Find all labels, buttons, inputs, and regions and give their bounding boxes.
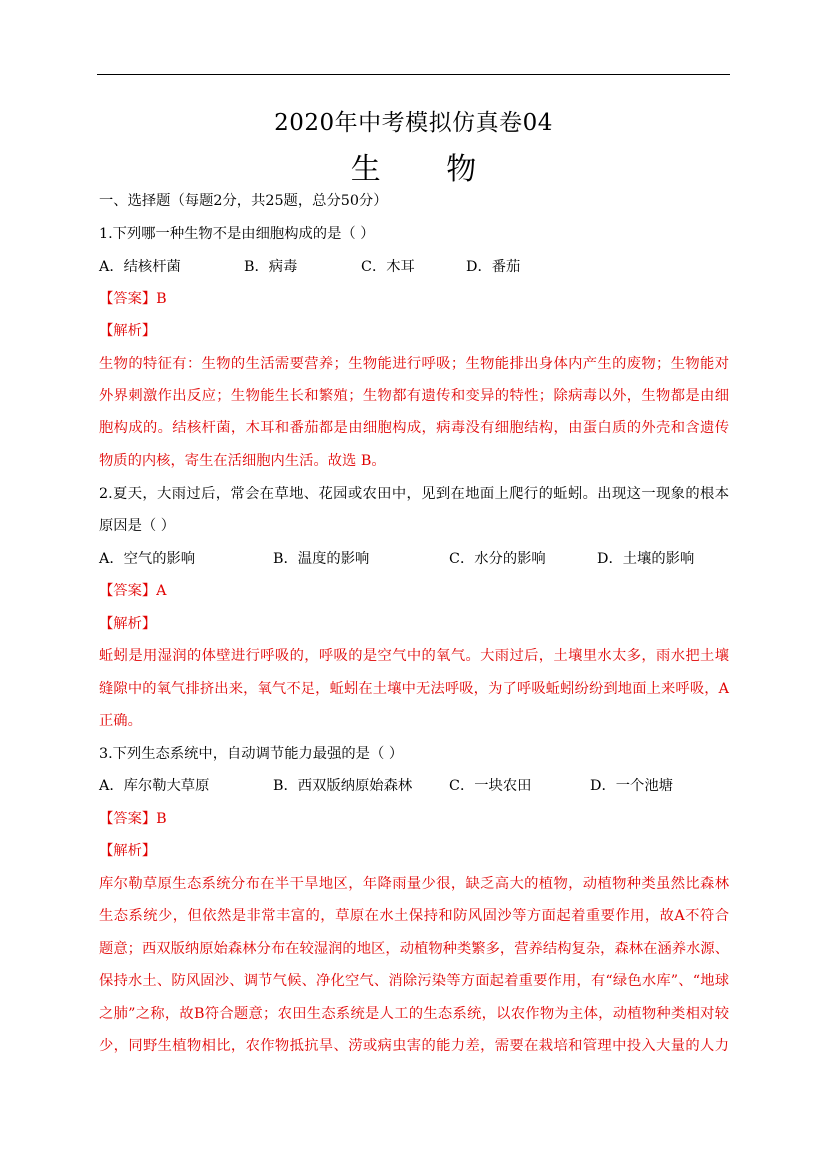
analysis-line: 物质的内核，寄生在活细胞内生活。故选 B。	[99, 453, 386, 469]
exam-title: 2020年中考模拟仿真卷04	[274, 110, 553, 136]
option-c: C．一块农田	[449, 778, 532, 794]
analysis-line: 库尔勒草原生态系统分布在半干旱地区，年降雨量少很，缺乏高大的植物，动植物种类虽然比森林	[99, 876, 729, 892]
option-b: B．病毒	[244, 259, 298, 275]
answer-label: 【答案】A	[99, 583, 167, 599]
analysis-line: 外界刺激作出反应；生物能生长和繁殖；生物都有遗传和变异的特性；除病毒以外，生物都是由细	[99, 388, 729, 404]
analysis-line: 题意；西双版纳原始森林分布在较湿润的地区，动植物种类繁多，营养结构复杂，森林在涵养水源、	[99, 941, 729, 957]
option-b: B．西双版纳原始森林	[273, 778, 413, 794]
answer-label: 【答案】B	[99, 811, 167, 827]
analysis-label: 【解析】	[99, 323, 157, 339]
question-stem: 原因是（ ）	[99, 518, 176, 534]
option-d: D．土壤的影响	[597, 551, 695, 567]
analysis-line: 正确。	[99, 713, 142, 729]
question-stem: 3.下列生态系统中，自动调节能力最强的是（ ）	[99, 746, 404, 762]
option-a: A．库尔勒大草原	[99, 778, 210, 794]
analysis-line: 缝隙中的氧气排挤出来，氧气不足，蚯蚓在土壤中无法呼吸，为了呼吸蚯蚓纷纷到地面上来呼吸，A	[99, 681, 729, 697]
option-a: A．空气的影响	[99, 551, 196, 567]
question-stem: 2.夏天，大雨过后，常会在草地、花园或农田中，见到在地面上爬行的蚯蚓。出现这一现象的根本	[99, 486, 729, 502]
question-stem: 1.下列哪一种生物不是由细胞构成的是（ ）	[99, 226, 375, 242]
option-d: D．番茄	[466, 259, 521, 275]
analysis-line: 保持水土、防风固沙、调节气候、净化空气、消除污染等方面起着重要作用，有“绿色水库”、“地球	[99, 973, 729, 989]
analysis-line: 胞构成的。结核杆菌，木耳和番茄都是由细胞构成，病毒没有细胞结构，由蛋白质的外壳和含遗传	[99, 420, 729, 436]
analysis-label: 【解析】	[99, 843, 157, 859]
subject-title: 生 物	[350, 152, 505, 187]
analysis-line: 之肺”之称，故B符合题意；农田生态系统是人工的生态系统，以农作物为主体，动植物种类相对较	[99, 1006, 729, 1022]
analysis-line: 生态系统少，但依然是非常丰富的，草原在水土保持和防风固沙等方面起着重要作用，故A不符合	[99, 908, 729, 924]
analysis-label: 【解析】	[99, 616, 157, 632]
analysis-line: 生物的特征有：生物的生活需要营养；生物能进行呼吸；生物能排出身体内产生的废物；生物能对	[99, 356, 729, 372]
analysis-line: 蚯蚓是用湿润的体壁进行呼吸的，呼吸的是空气中的氧气。大雨过后，土壤里水太多，雨水把土壤	[99, 648, 729, 664]
option-b: B．温度的影响	[273, 551, 370, 567]
section-heading: 一、选择题（每题2分，共25题，总分50分）	[99, 193, 388, 209]
option-c: C．水分的影响	[449, 551, 546, 567]
option-d: D．一个池塘	[590, 778, 673, 794]
option-c: C．木耳	[361, 259, 415, 275]
analysis-line: 少，同野生植物相比，农作物抵抗旱、涝或病虫害的能力差，需要在栽培和管理中投入大量的人力	[99, 1038, 729, 1054]
header-rule	[97, 74, 730, 75]
option-a: A．结核杆菌	[99, 259, 181, 275]
answer-label: 【答案】B	[99, 291, 167, 307]
